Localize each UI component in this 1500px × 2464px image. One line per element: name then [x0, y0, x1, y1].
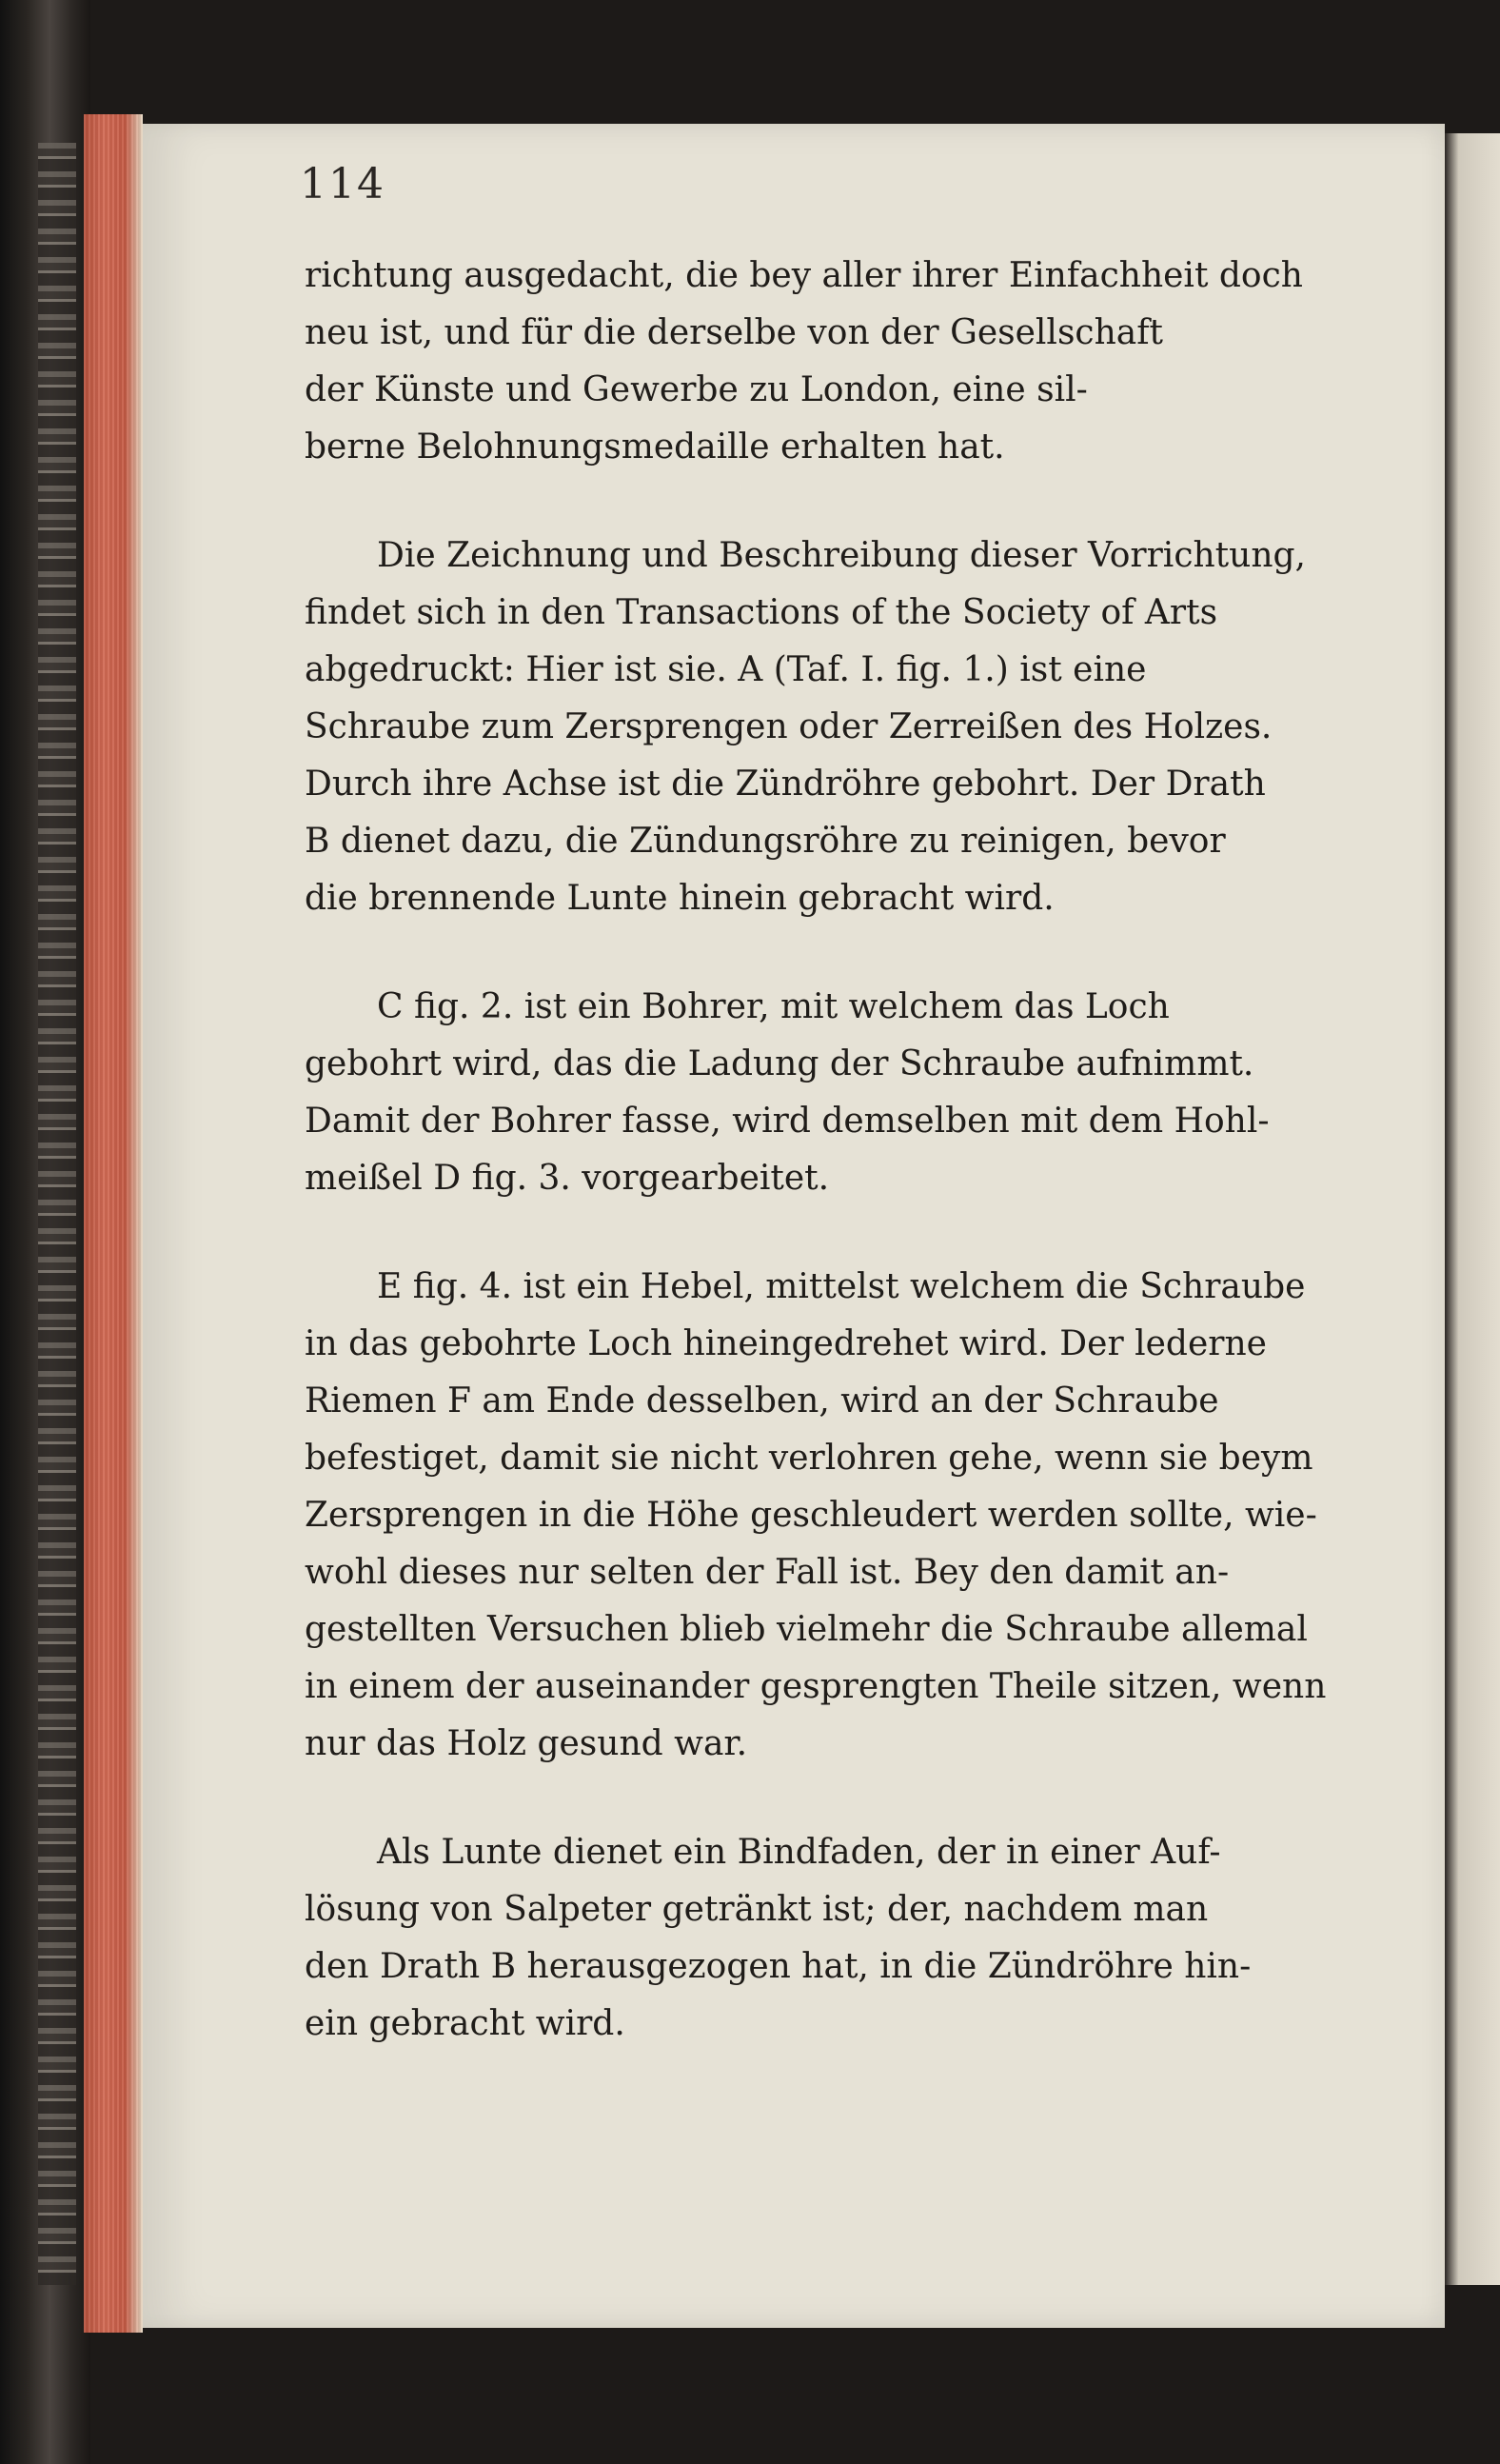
text-line: berne Belohnungsmedaille erhalten hat. — [305, 427, 1005, 467]
text-line: Die Zeichnung und Beschreibung dieser Vorrichtung, — [377, 536, 1306, 575]
text-line: richtung ausgedacht, die bey aller ihrer Einfachheit doch — [305, 256, 1303, 295]
text-line: in einem der auseinander gesprengten Theile sitzen, wenn — [305, 1667, 1327, 1706]
text-line: Riemen F am Ende desselben, wird an der Schraube — [305, 1381, 1219, 1421]
text-line: Schraube zum Zersprengen oder Zerreißen des Holzes. — [305, 707, 1273, 746]
text-line: Als Lunte dienet ein Bindfaden, der in einer Auf- — [377, 1833, 1221, 1872]
text-line: E fig. 4. ist ein Hebel, mittelst welchem die Schraube — [377, 1267, 1306, 1306]
text-line: B dienet dazu, die Zündungsröhre zu reinigen, bevor — [305, 822, 1226, 861]
page-text — [305, 248, 1352, 2104]
text-line: Zersprengen in die Höhe geschleudert werden sollte, wie- — [305, 1496, 1317, 1535]
paragraph-4 — [305, 1259, 1352, 1773]
paragraph-3 — [305, 979, 1352, 1207]
text-line: der Künste und Gewerbe zu London, eine sil- — [305, 370, 1088, 409]
page-number: 114 — [300, 160, 385, 209]
text-line: Durch ihre Achse ist die Zündröhre gebohrt. Der Drath — [305, 765, 1266, 804]
text-line: in das gebohrte Loch hineingedrehet wird. Der lederne — [305, 1324, 1267, 1363]
paragraph-1 — [305, 248, 1352, 476]
text-line: befestiget, damit sie nicht verlohren gehe, wenn sie beym — [305, 1439, 1313, 1478]
text-line: findet sich in den Transactions of the Society of Arts — [305, 593, 1218, 632]
text-line: neu ist, und für die derselbe von der Gesellschaft — [305, 313, 1164, 352]
text-line: Damit der Bohrer fasse, wird demselben mit dem Hohl- — [305, 1102, 1270, 1141]
page-edges — [84, 114, 143, 2333]
book-spine — [0, 0, 90, 2464]
paragraph-5 — [305, 1824, 1352, 2053]
text-line: gestellten Versuchen blieb vielmehr die Schraube allemal — [305, 1610, 1308, 1649]
text-line: wohl dieses nur selten der Fall ist. Bey den damit an- — [305, 1553, 1230, 1592]
text-line: meißel D fig. 3. vorgearbeitet. — [305, 1159, 830, 1198]
facing-page-edge — [1445, 133, 1500, 2285]
paragraph-2 — [305, 527, 1352, 927]
text-line: lösung von Salpeter getränkt ist; der, nachdem man — [305, 1890, 1209, 1929]
text-line: den Drath B herausgezogen hat, in die Zündröhre hin- — [305, 1947, 1252, 1986]
text-line: gebohrt wird, das die Ladung der Schraube aufnimmt. — [305, 1044, 1254, 1083]
spine-pattern — [38, 143, 76, 2285]
text-line: nur das Holz gesund war. — [305, 1724, 748, 1763]
text-line: ein gebracht wird. — [305, 2004, 625, 2043]
text-line: C fig. 2. ist ein Bohrer, mit welchem das Loch — [377, 987, 1170, 1026]
text-line: abgedruckt: Hier ist sie. A (Taf. I. fig. 1.) ist eine — [305, 650, 1147, 689]
text-line: die brennende Lunte hinein gebracht wird. — [305, 879, 1055, 918]
